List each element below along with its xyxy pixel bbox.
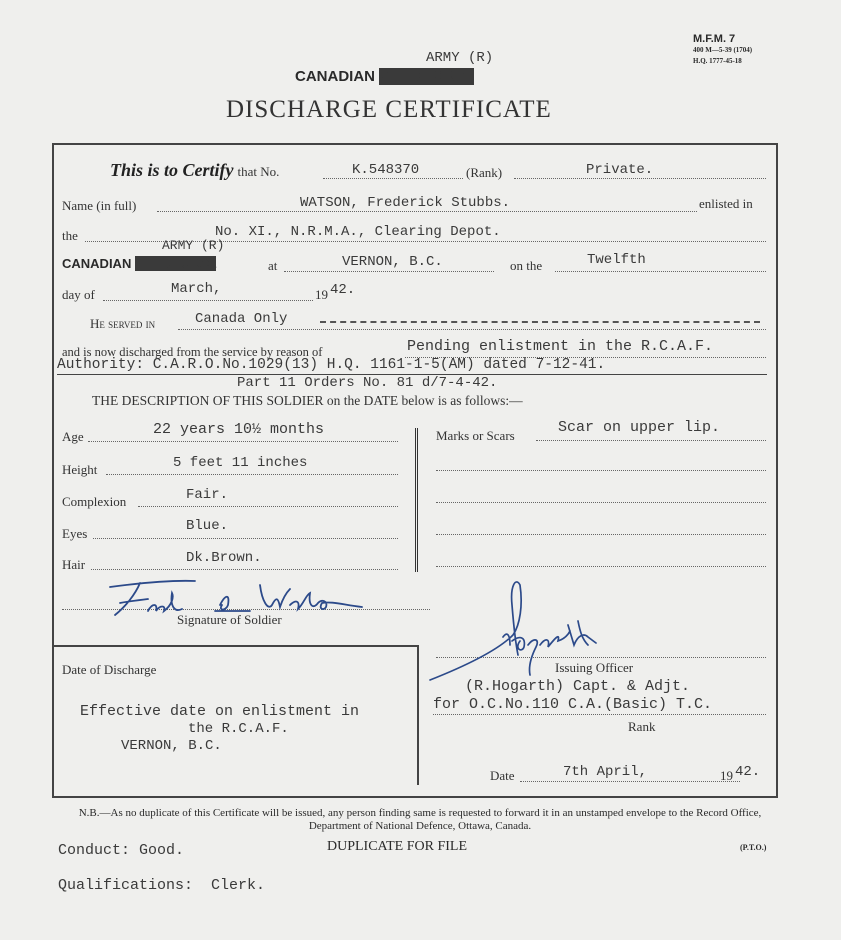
month-line <box>103 300 313 301</box>
date-of-discharge-label: Date of Discharge <box>62 662 157 677</box>
hq-code: H.Q. 1777-45-18 <box>693 57 742 65</box>
marks-label: Marks or Scars <box>436 428 515 443</box>
discharge-reason-value: Pending enlistment in the R.C.A.F. <box>407 338 714 355</box>
canadian-label: CANADIAN <box>62 256 132 271</box>
authority-line: Authority: C.A.R.O.No.1029(13) H.Q. 1161-1-5(AM) dated 7-12-41. <box>57 357 606 373</box>
the-label: the <box>62 228 78 243</box>
month-value: March, <box>171 281 222 297</box>
day-of-label: day of <box>62 287 95 302</box>
served-dash-fill <box>320 321 760 323</box>
pto-label: (P.T.O.) <box>740 843 767 852</box>
struck-field-force: FIELD FORCE <box>134 256 217 271</box>
day-value: Twelfth <box>587 252 646 268</box>
nb-notice: N.B.—As no duplicate of this Certificate will be issued, any person finding same is requested to forward it in an unstamped envelope to the Record Office, Department of National Defence, Ottawa, Canada. <box>78 807 762 832</box>
rank-value: Private. <box>586 162 654 178</box>
height-label: Height <box>62 462 98 477</box>
name-label: Name (in full) <box>62 198 137 213</box>
marks-line-3 <box>436 502 766 503</box>
discharge-line-2: the R.C.A.F. <box>188 721 289 737</box>
day-line <box>555 271 766 272</box>
certify-line <box>110 160 279 181</box>
struck-field-force: FIELD FORCE <box>379 68 474 85</box>
marks-line-2 <box>436 470 766 471</box>
page-title: DISCHARGE CERTIFICATE <box>226 96 552 123</box>
issue-date-label: Date <box>490 768 515 783</box>
eyes-value: Blue. <box>186 518 229 534</box>
issue-date-value: 7th April, <box>563 764 648 780</box>
army-overtype: ARMY (R) <box>162 238 225 253</box>
discharge-reason-label: and is now discharged from the service by reason of <box>62 345 323 359</box>
canadian-label: CANADIAN <box>295 68 375 85</box>
canadian-field-force <box>62 256 216 271</box>
form-number: M.F.M. 7 <box>693 33 736 45</box>
soldier-signature-caption: Signature of Soldier <box>177 612 282 627</box>
name-value: WATSON, Frederick Stubbs. <box>300 195 511 211</box>
enlisted-in-label: enlisted in <box>699 196 753 211</box>
column-divider <box>415 428 418 572</box>
print-code: 400 M—5-39 (1704) <box>693 46 753 54</box>
eyes-label: Eyes <box>62 526 88 541</box>
complexion-value: Fair. <box>186 487 229 503</box>
year-prefix: 19 <box>315 287 328 302</box>
officer-unit-line: for O.C.No.110 C.A.(Basic) T.C. <box>433 696 713 713</box>
description-heading: THE DESCRIPTION OF THIS SOLDIER on the DATE below is as follows:— <box>92 393 523 408</box>
that-no-label: that No. <box>237 164 280 179</box>
height-line <box>106 474 398 475</box>
orders-line: Part 11 Orders No. 81 d/7-4-42. <box>237 375 498 391</box>
marks-value: Scar on upper lip. <box>558 419 721 436</box>
marks-line <box>536 440 766 441</box>
discharge-line-3: VERNON, B.C. <box>121 738 222 754</box>
served-in-label: He served in <box>90 316 156 331</box>
conduct-line: Conduct: Good. <box>58 842 185 859</box>
army-overtype-header: ARMY (R) <box>426 50 494 66</box>
rank-caption: Rank <box>628 719 656 734</box>
rank-label: (Rank) <box>466 165 503 180</box>
marks-line-4 <box>436 534 766 535</box>
rank-caption-line <box>433 714 766 715</box>
height-value: 5 feet 11 inches <box>173 455 308 471</box>
officer-name-line: (R.Hogarth) Capt. & Adjt. <box>465 678 691 695</box>
served-line <box>178 329 766 330</box>
unit-value: No. XI., N.R.M.A., Clearing Depot. <box>215 224 501 240</box>
issuing-officer-caption: Issuing Officer <box>555 660 634 675</box>
place-value: VERNON, B.C. <box>342 254 443 270</box>
complexion-label: Complexion <box>62 494 127 509</box>
hair-value: Dk.Brown. <box>186 550 262 566</box>
discharge-line-1: Effective date on enlistment in <box>80 703 360 720</box>
hair-label: Hair <box>62 557 86 572</box>
qualifications-line: Qualifications: Clerk. <box>58 877 266 894</box>
name-line <box>157 211 697 212</box>
hair-line <box>91 569 398 570</box>
eyes-line <box>93 538 398 539</box>
on-the-label: on the <box>510 258 543 273</box>
duplicate-for-file: DUPLICATE FOR FILE <box>327 839 468 854</box>
number-line <box>323 178 463 179</box>
age-line <box>88 441 398 442</box>
issue-year-suffix: 42. <box>735 764 761 780</box>
issue-date-line <box>520 781 740 782</box>
form-number-block <box>693 34 752 67</box>
age-value: 22 years 10½ months <box>153 421 325 438</box>
year-suffix: 42. <box>330 282 356 298</box>
place-line <box>284 271 494 272</box>
at-label: at <box>268 258 278 273</box>
issue-year-prefix: 19 <box>720 768 733 783</box>
marks-line-5 <box>436 566 766 567</box>
served-value: Canada Only <box>195 311 288 327</box>
canadian-header <box>295 68 474 85</box>
service-number: K.548370 <box>352 162 420 178</box>
complexion-line <box>138 506 398 507</box>
age-label: Age <box>62 429 84 444</box>
rank-line <box>514 178 766 179</box>
certify-lead: This is to Certify <box>110 160 234 180</box>
